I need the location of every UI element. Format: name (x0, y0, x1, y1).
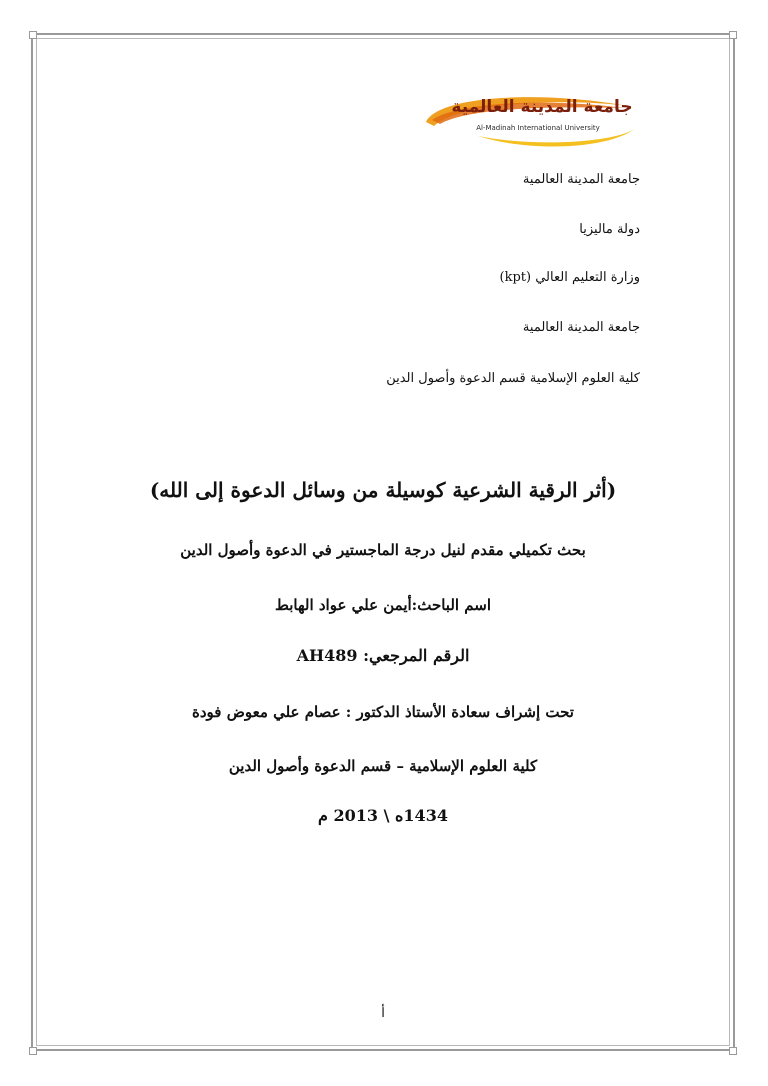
header-line-faculty: كلية العلوم الإسلامية قسم الدعوة وأصول الدين (386, 371, 640, 386)
faculty-department: كلية العلوم الإسلامية – قسم الدعوة وأصول الدين (228, 757, 538, 775)
header-line-university-repeat: جامعة المدينة العالمية (522, 320, 640, 335)
header-line-ministry: وزارة التعليم العالي (kpt) (499, 270, 640, 285)
researcher-name: اسم الباحث:أيمن علي عواد الهابط (274, 596, 491, 614)
logo-english-text: Al-Madinah International University (476, 124, 600, 132)
reference-label: الرقم المرجعي: (357, 646, 470, 665)
header-line-university: جامعة المدينة العالمية (522, 172, 640, 187)
logo-arabic-text: جامعة المدينة العالمية (451, 97, 633, 117)
header-line-country: دولة ماليزيا (579, 222, 640, 237)
thesis-title: (أثر الرقية الشرعية كوسيلة من وسائل الدعوة إلى الله) (149, 478, 617, 502)
supervisor: تحت إشراف سعادة الأستاذ الدكتور : عصام علي معوض فودة (192, 703, 574, 721)
date-line: 1434ه \ 2013 م (318, 806, 448, 825)
corner-ornament-bottom-left (29, 1047, 37, 1055)
corner-ornament-top-right (729, 31, 737, 39)
reference-value: AH489 (296, 646, 358, 665)
reference-number (36, 646, 730, 665)
corner-ornament-top-left (29, 31, 37, 39)
page-number: أ (381, 1006, 385, 1021)
thesis-subtitle: بحث تكميلي مقدم لنيل درجة الماجستير في الدعوة وأصول الدين (180, 541, 586, 559)
corner-ornament-bottom-right (729, 1047, 737, 1055)
